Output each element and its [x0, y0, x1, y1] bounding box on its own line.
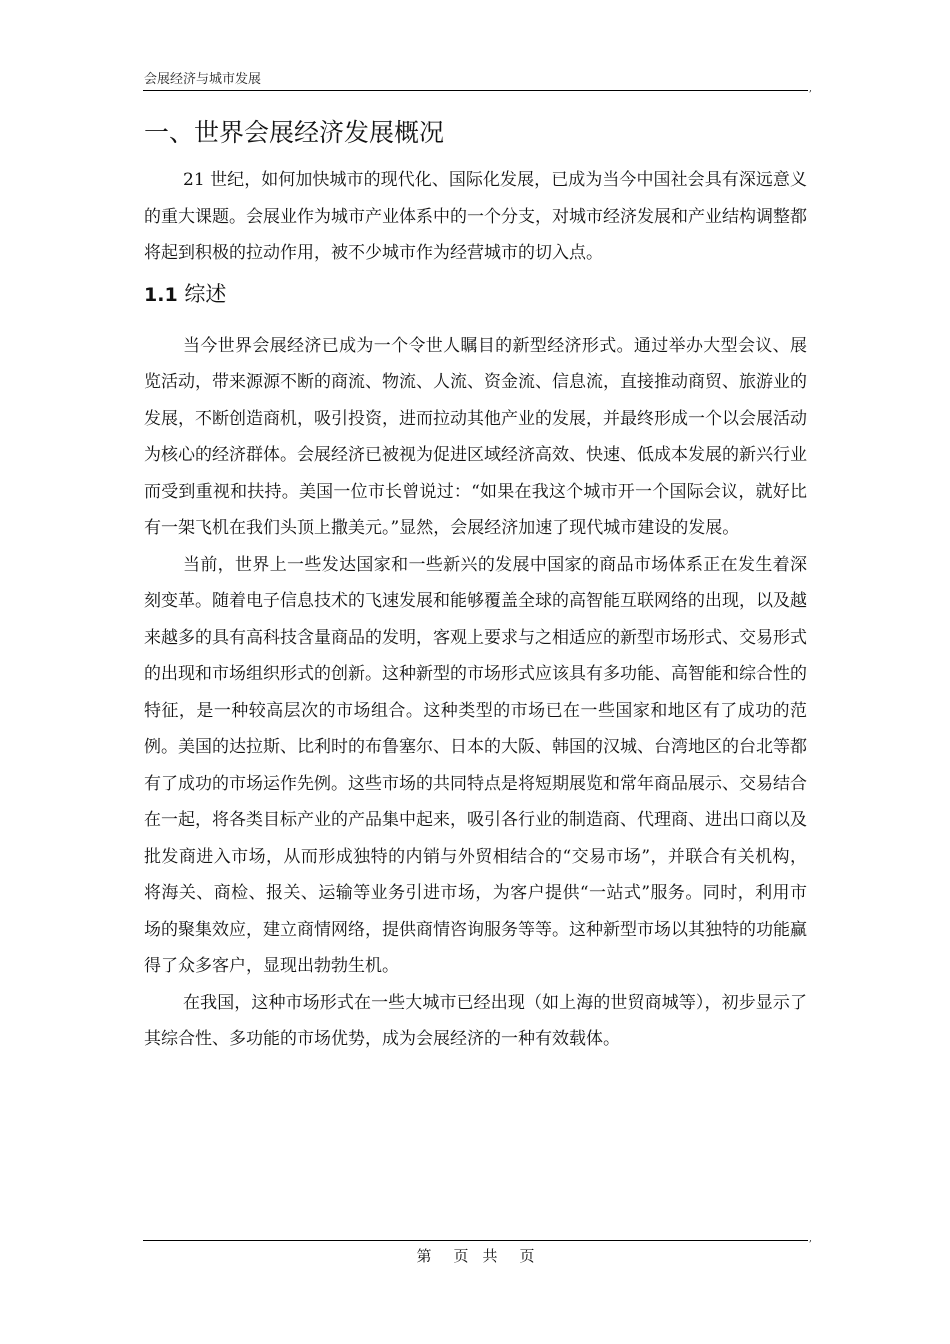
page-header: [143, 64, 812, 94]
total-suffix: 页: [519, 1247, 535, 1265]
page-suffix: 页: [453, 1247, 469, 1265]
section-intro-paragraph: 21 世纪，如何加快城市的现代化、国际化发展，已成为当今中国社会具有深远意义的重大课题。会展业作为城市产业体系中的一个分支，对城市经济发展和产业结构调整都将起到积极的拉动作用，被不少城市作为经营城市的切入点。: [144, 170, 807, 263]
page-number-line: [143, 1245, 808, 1266]
page-footer: [143, 1233, 812, 1271]
subsection-heading: [144, 272, 807, 320]
header-title: 会展经济与城市发展: [144, 72, 262, 87]
document-body: [144, 110, 807, 1058]
subsection-number: 1.1: [144, 283, 178, 306]
body-paragraph-1: 当今世界会展经济已成为一个令世人瞩目的新型经济形式。通过举办大型会议、展览活动，带来源源不断的商流、物流、人流、资金流、信息流，直接推动商贸、旅游业的发展，不断创造商机，吸引投资，进而拉动其他产业的发展，并最终形成一个以会展活动为核心的经济群体。会展经济已被视为促进区域经济高效、快速、低成本发展的新兴行业而受到重视和扶持。美国一位市长曾说过：“如果在我这个城市开一个国际会议，就好比有一架飞机在我们头顶上撒美元。”显然，会展经济加速了现代城市建设的发展。: [144, 335, 807, 538]
section-title: 一、世界会展经济发展概况: [144, 118, 445, 147]
footer-mark: ,: [808, 1233, 812, 1244]
body-paragraph-2: 当前，世界上一些发达国家和一些新兴的发展中国家的商品市场体系正在发生着深刻变革。随着电子信息技术的飞速发展和能够覆盖全球的高智能互联网络的出现，以及越来越多的具有高科技含量商品的发明，客观上要求与之相适应的新型市场形式、交易形式的出现和市场组织形式的创新。这种新型的市场形式应该具有多功能、高智能和综合性的特征，是一种较高层次的市场组合。这种类型的市场已在一些国家和地区有了成功的范例。美国的达拉斯、比利时的布鲁塞尔、日本的大阪、韩国的汉城、台湾地区的台北等都有了成功的市场运作先例。这些市场的共同特点是将短期展览和常年商品展示、交易结合在一起，将各类目标产业的产品集中起来，吸引各行业的制造商、代理商、进出口商以及批发商进入市场，从而形成独特的内销与外贸相结合的“交易市场”，并联合有关机构，将海关、商检、报关、运输等业务引进市场，为客户提供“一站式”服务。同时，利用市场的聚集效应，建立商情网络，提供商情咨询服务等等。这种新型市场以其独特的功能赢得了众多客户，显现出勃勃生机。: [144, 554, 807, 976]
subsection-title: 综述: [177, 281, 227, 306]
body-paragraph-3: 在我国，这种市场形式在一些大城市已经出现（如上海的世贸商城等），初步显示了其综合性、多功能的市场优势，成为会展经济的一种有效载体。: [144, 992, 807, 1049]
total-label: 共: [482, 1247, 498, 1265]
page-label: 第: [416, 1247, 432, 1265]
header-mark: ,: [808, 83, 812, 94]
